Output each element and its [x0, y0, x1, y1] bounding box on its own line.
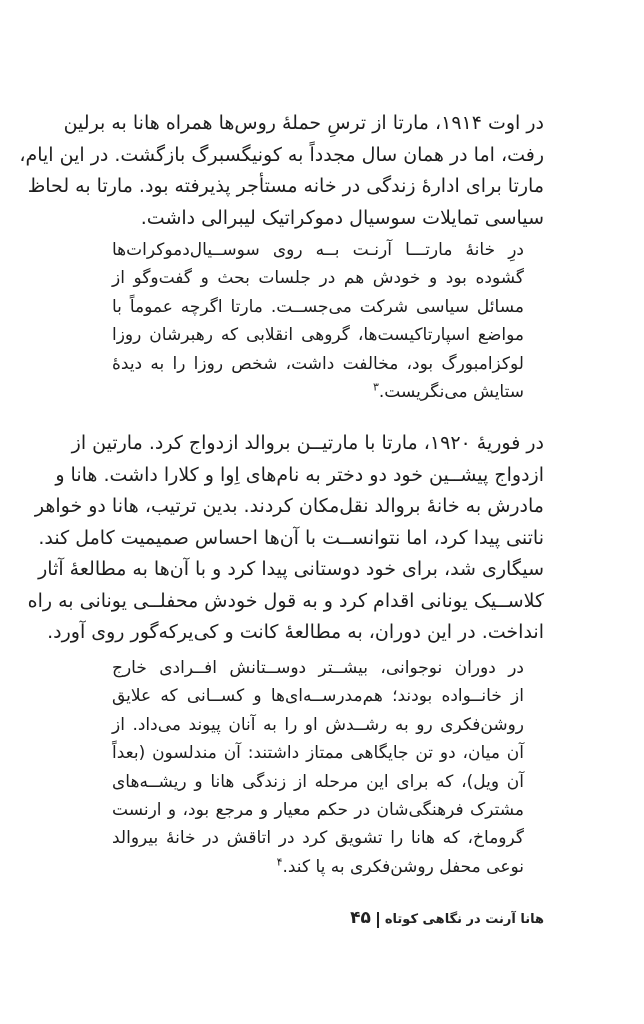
quote-line: روشن‌فکری رو به رشــدش او را به آنان پیوند می‌داد. از: [112, 714, 524, 735]
quote-line: مواضع اسپارتاکیست‌ها، گروهی انقلابی که رهبرشان روزا: [112, 325, 524, 346]
footnote-marker[interactable]: ۳: [372, 380, 379, 394]
block-quote-2: [112, 654, 524, 881]
quote-line: در دوران نوجوانی، بیشــتر دوســتانش افــرادی خارج: [112, 658, 524, 678]
quote-line-last: [112, 378, 524, 406]
paragraph-line: رفت، اما در همان سال مجدداً به کونیگسبرگ بازگشت. در این ایام،: [19, 143, 544, 166]
paragraph-line: سیاسی تمایلات سوسیال دموکراتیک لیبرالی داشت.: [140, 206, 544, 229]
paragraph-line: در اوت ۱۹۱۴، مارتا از ترسِ حملهٔ روس‌ها همراه هانا به برلین: [63, 112, 544, 134]
quote-line-text: ستایش می‌نگریست.: [378, 382, 524, 403]
paragraph-line: در فوریهٔ ۱۹۲۰، مارتا با مارتیــن بروالد ازدواج کرد. مارتین از: [71, 432, 544, 454]
quote-line-text: نوعی محفل روشن‌فکری به پا کند.: [282, 856, 524, 877]
quote-line: مسائل سیاسی شرکت می‌جســت. مارتا اگرچه عموماً با: [112, 296, 524, 317]
page-number: ۴۵: [350, 908, 371, 928]
running-title: هانا آرنت در نگاهی کوتاه: [384, 912, 544, 927]
paragraph-2: [27, 428, 544, 649]
quote-line: گروماخ، که هانا را تشویق کرد در اتاقش در خانهٔ بیروالد: [112, 828, 524, 849]
paragraph-line: انداخت. در این دوران، به مطالعهٔ کانت و کی‌یرکه‌گور روی آورد.: [47, 621, 544, 643]
quote-line: درِ خانهٔ مارتـــا آرنـت بــه روی سوســیال‌دموکرات‌ها: [112, 240, 524, 260]
paragraph-line: کلاســیک یونانی اقدام کرد و به قول خودش محفلــی یونانی به راه: [27, 589, 544, 612]
block-quote-1: [112, 236, 524, 406]
quote-line: آن میان، دو تن جایگاهی ممتاز داشتند: آن مندلسون (بعداً: [112, 743, 524, 764]
quote-line: لوکزامبورگ بود، مخالفت داشت، شخص روزا را به دیدهٔ: [112, 353, 524, 374]
quote-line: آن ویل)، که برای این مرحله از زندگی هانا و ریشــه‌های: [112, 771, 524, 792]
paragraph-1: [19, 108, 544, 234]
quote-line-last: [112, 853, 524, 881]
quote-line: گشوده بود و خودش هم در جلسات بحث و گفت‌وگو از: [112, 268, 524, 289]
footer-divider: [377, 912, 379, 928]
page-footer: [112, 908, 544, 928]
quote-line: از خانــواده بودند؛ هم‌مدرســه‌ای‌ها و کســانی که علایق: [112, 686, 524, 707]
quote-line: مشترک فرهنگی‌شان در حکم معیار و مرجع بود، و ارنست: [112, 800, 524, 821]
paragraph-line: ازدواج پیشــین خود دو دختر به نام‌های اِوا و کلارا داشت. هانا و: [55, 463, 544, 486]
footnote-marker[interactable]: ۴: [276, 855, 283, 869]
paragraph-line: سیگاری شد، برای خود دوستانی پیدا کرد و با آن‌ها به مطالعهٔ آثار: [38, 558, 544, 580]
paragraph-line: مارتا برای ادارهٔ زندگی در خانه مستأجر پذیرفته بود. مارتا به لحاظ: [27, 175, 544, 197]
paragraph-line: ناتنی پیدا کرد، اما نتوانســت با آن‌ها احساس صمیمیت کامل کند.: [38, 526, 544, 549]
paragraph-line: مادرش به خانهٔ بروالد نقل‌مکان کردند. بدین ترتیب، هانا دو خواهر: [34, 495, 544, 517]
